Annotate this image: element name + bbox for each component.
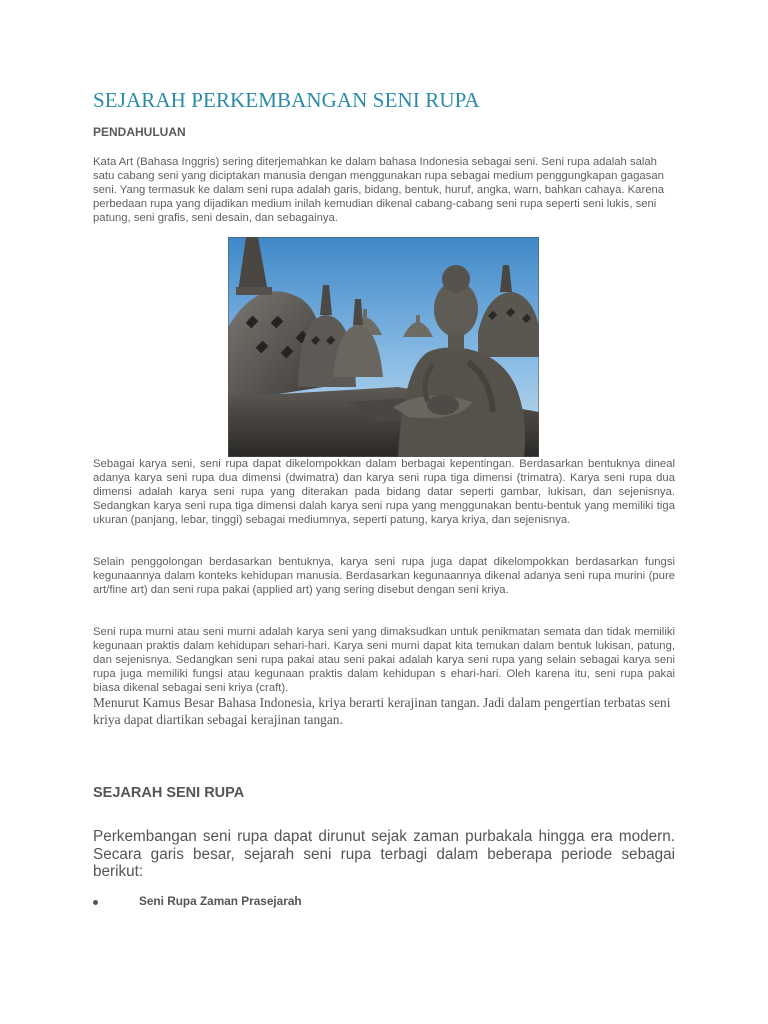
paragraph-intro: Kata Art (Bahasa Inggris) sering diterjemahkan ke dalam bahasa Indonesia sebagai seni. Seni rupa adalah salah satu cabang seni yang diciptakan manusia dengan menggunakan rupa sebagai medium penggungkapan gagasan seni. Yang termasuk ke dalam seni rupa adalah garis, bidang, bentuk, huruf, angka, warn, bahkan cahaya. Karena perbedaan rupa yang dijadikan medium inilah kemudian dikenal cabang-cabang seni rupa seperti seni lukis, seni patung, seni grafis, seni desain, dan sebagainya.: [93, 156, 665, 225]
list-item: [93, 894, 675, 912]
borobudur-photo: [228, 237, 539, 457]
bullet-icon: [93, 900, 98, 905]
paragraph-bentuk: Sebagai karya seni, seni rupa dapat dikelompokkan dalam berbagai kepentingan. Berdasarkan bentuknya dineal adanya karya seni rupa dua dimensi (dwimatra) dan karya seni rupa tiga dimensi (trimatra). Karya seni rupa dua dimensi adalah karya seni rupa yang diterakan pada bidang datar seperti gambar, lukisan, dan sejenisnya. Sedangkan karya seni rupa tiga dimensi dalah karya seni rupa yang menggunakan bentu-bentuk yang memiliki tiga ukuran (panjang, lebar, tinggi) sebagai mediumnya, seperti patung, karya kriya, dan sejenisnya.: [93, 458, 675, 527]
paragraph-kriya: Menurut Kamus Besar Bahasa Indonesia, kriya berarti kerajinan tangan. Jadi dalam pengertian terbatas seni kriya dapat diartikan sebagai kerajinan tangan.: [93, 695, 671, 727]
paragraph-fungsi: Selain penggolongan berdasarkan bentuknya, karya seni rupa juga dapat dikelompokkan berdasarkan fungsi kegunaannya dalam konteks kehidupan manusia. Berdasarkan kegunaannya dikenal adanya seni rupa murini (pure art/fine art) dan seni rupa pakai (applied art) yang sering disebut dengan seni kriya.: [93, 556, 675, 597]
paragraph-seni-murni: Seni rupa murni atau seni murni adalah karya seni yang dimaksudkan untuk penikmatan semata dan tidak memiliki kegunaan praktis dalam kehidupan sehari-hari. Karya seni murni dapat kita temukan dalam bentuk lukisan, patung, dan sejenisnya. Sedangkan seni rupa pakai atau seni pakai adalah karya seni rupa yang selain sebagai karya seni rupa juga memiliki fungsi atau kegunaan praktis dalam kehidupan s ehari-hari. Oleh karena itu, seni rupa pakai biasa dikenal sebagai seni kriya (craft).: [93, 626, 675, 695]
section-paragraph: Perkembangan seni rupa dapat dirunut sejak zaman purbakala hingga era modern. Secara garis besar, sejarah seni rupa terbagi dalam beberapa periode sebagai berikut:: [93, 828, 675, 880]
intro-heading: PENDAHULUAN: [93, 125, 186, 139]
list-item-label: Seni Rupa Zaman Prasejarah: [139, 894, 302, 908]
document-title: SEJARAH PERKEMBANGAN SENI RUPA: [93, 88, 480, 112]
section-heading: SEJARAH SENI RUPA: [93, 785, 245, 801]
